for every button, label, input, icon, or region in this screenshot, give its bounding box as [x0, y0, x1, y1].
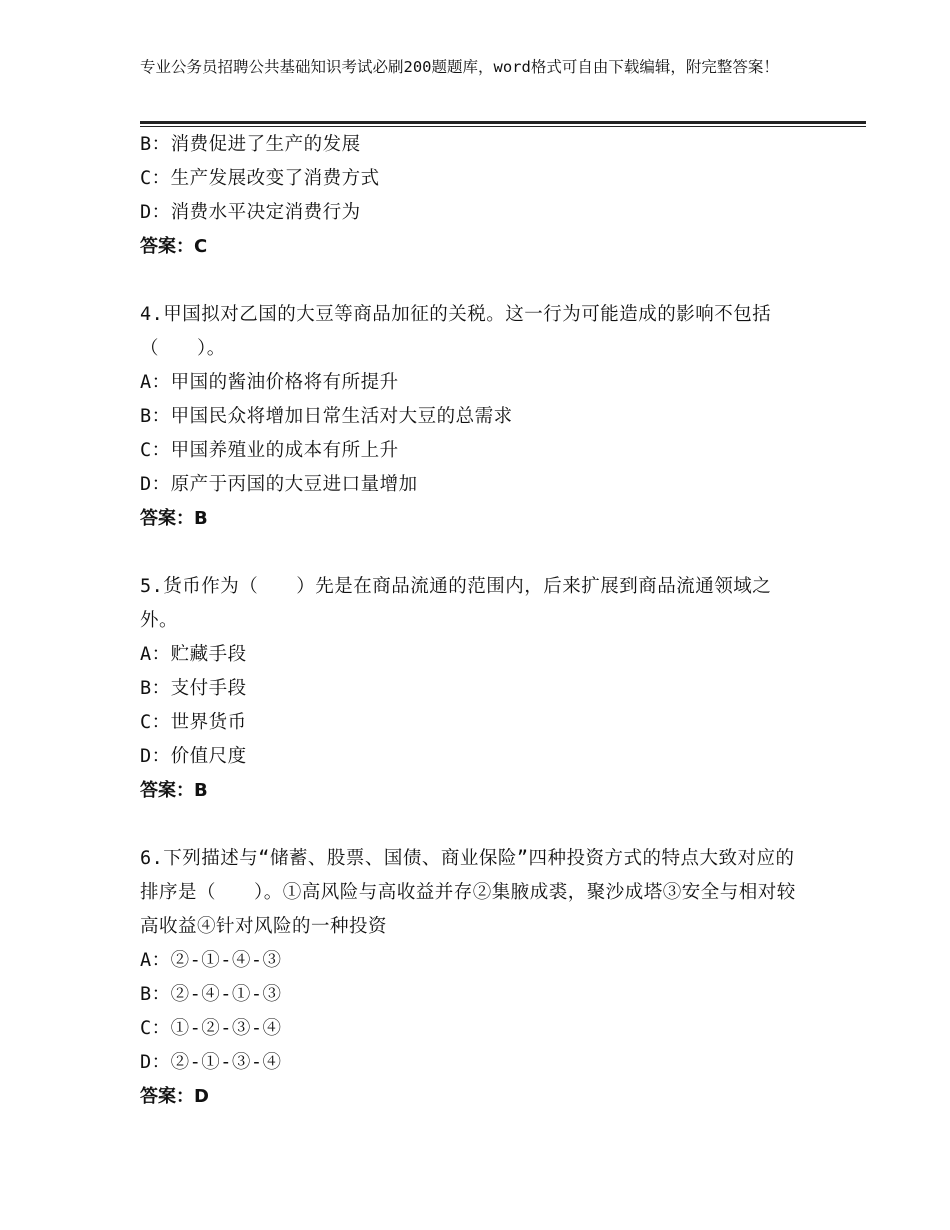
answer: 答案：B [140, 508, 208, 529]
option-c: C：世界货币 [140, 712, 247, 733]
option-c: C：生产发展改变了消费方式 [140, 168, 380, 189]
option-b: B：甲国民众将增加日常生活对大豆的总需求 [140, 406, 513, 427]
header-rule-thin [140, 126, 866, 127]
option-b: B：②-④-①-③ [140, 984, 282, 1005]
option-d: D：价值尺度 [140, 746, 247, 767]
option-d: D：消费水平决定消费行为 [140, 202, 361, 223]
answer: 答案：D [140, 1086, 209, 1107]
option-c: C：①-②-③-④ [140, 1018, 282, 1039]
option-d: D：原产于丙国的大豆进口量增加 [140, 474, 418, 495]
question-text: 4.甲国拟对乙国的大豆等商品加征的关税。这一行为可能造成的影响不包括（ ）。 [140, 304, 772, 359]
option-c: C：甲国养殖业的成本有所上升 [140, 440, 399, 461]
answer: 答案：C [140, 236, 208, 257]
option-a: A：贮藏手段 [140, 644, 247, 665]
header-rule-thick [140, 121, 866, 124]
question-5 [140, 570, 820, 808]
option-d: D：②-①-③-④ [140, 1052, 282, 1073]
option-a: A：②-①-④-③ [140, 950, 282, 971]
option-a: A：甲国的酱油价格将有所提升 [140, 372, 399, 393]
question-3 [140, 128, 820, 264]
document-header: 专业公务员招聘公共基础知识考试必刷200题题库，word格式可自由下载编辑，附完整答案！ [140, 58, 779, 76]
option-b: B：消费促进了生产的发展 [140, 134, 361, 155]
option-b: B：支付手段 [140, 678, 247, 699]
question-4 [140, 298, 820, 536]
question-6 [140, 842, 820, 1114]
question-list [140, 128, 820, 1114]
question-text: 5.货币作为（ ）先是在商品流通的范围内，后来扩展到商品流通领域之外。 [140, 576, 772, 631]
answer: 答案：B [140, 780, 208, 801]
question-text: 6.下列描述与“储蓄、股票、国债、商业保险”四种投资方式的特点大致对应的排序是（ ）。①高风险与高收益并存②集腋成裘，聚沙成塔③安全与相对较高收益④针对风险的一种投资 [140, 848, 796, 937]
